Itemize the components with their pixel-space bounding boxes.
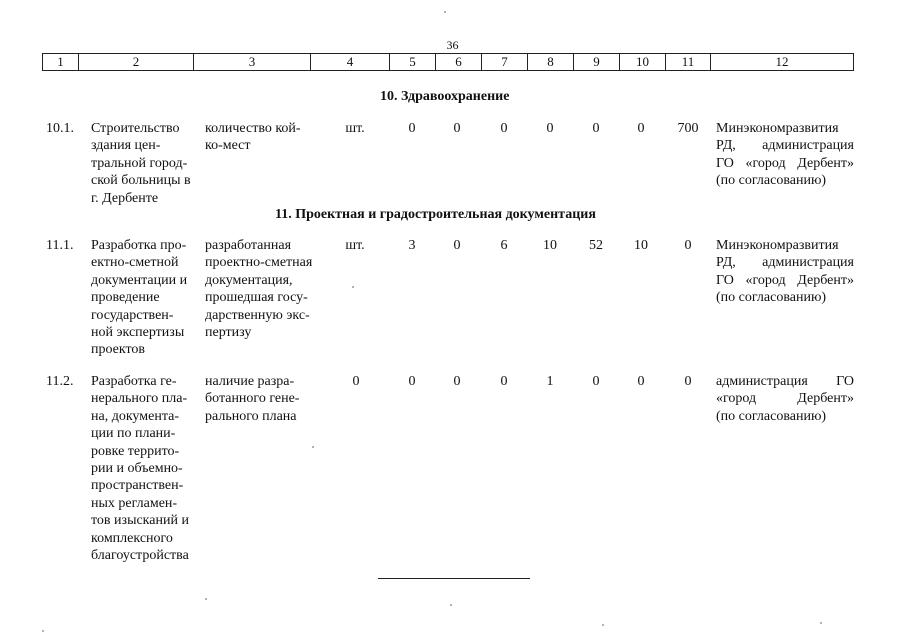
cell-line: комплексного [91, 530, 173, 546]
scan-speck [352, 286, 354, 288]
column-header: 12 [711, 54, 854, 71]
cell-line: Минэкономразвития [716, 121, 839, 136]
row-indicator [205, 373, 323, 425]
scan-speck [444, 11, 446, 13]
column-header: 5 [390, 54, 436, 71]
row-value: 0 [592, 121, 600, 136]
column-header: 7 [482, 54, 528, 71]
column-header: 2 [79, 54, 194, 71]
column-header: 11 [666, 54, 711, 71]
cell-line: ной экспертизы [91, 325, 185, 341]
row-number: 11.2. [46, 374, 74, 389]
column-header: 8 [528, 54, 574, 71]
end-rule [378, 578, 530, 579]
row-value: 0 [637, 374, 645, 389]
row-organization [716, 120, 854, 190]
row-value: 0 [453, 121, 461, 136]
cell-line: тов изысканий и [91, 513, 189, 529]
row-value: 0 [453, 238, 461, 253]
cell-line: администрация ГО [716, 374, 854, 389]
column-header: 3 [194, 54, 311, 71]
row-value: 0 [500, 121, 508, 136]
cell-line: (по согласованию) [716, 173, 827, 189]
cell-line: государствен- [91, 307, 174, 323]
row-value: 0 [408, 121, 416, 136]
row-organization [716, 373, 854, 425]
column-header: 1 [43, 54, 79, 71]
cell-line: рального плана [205, 408, 297, 424]
row-value: 0 [408, 374, 416, 389]
cell-line: «город Дербент» [716, 391, 854, 407]
cell-line: нерального пла- [91, 391, 188, 407]
cell-line: (по согласованию) [716, 290, 827, 306]
scan-speck [820, 622, 822, 624]
row-value: 52 [589, 238, 603, 253]
scan-speck [42, 630, 44, 632]
cell-line: ектно-сметной [91, 255, 179, 271]
row-value: 6 [500, 238, 508, 253]
cell-line: наличие разра- [205, 374, 295, 389]
row-value: 0 [684, 374, 692, 389]
column-header: 9 [574, 54, 620, 71]
cell-line: тральной город- [91, 155, 188, 171]
row-unit: 0 [352, 374, 360, 389]
row-name [91, 237, 203, 359]
row-number: 10.1. [46, 121, 74, 136]
row-indicator [205, 120, 323, 155]
cell-line: благоустройства [91, 548, 189, 564]
cell-line: ГО «город Дербент» [716, 272, 854, 288]
cell-line: Строительство [91, 121, 180, 136]
row-name [91, 120, 203, 207]
row-value: 0 [546, 121, 554, 136]
cell-line: документация, [205, 272, 293, 288]
row-value: 0 [453, 374, 461, 389]
cell-line: ровке террито- [91, 443, 180, 459]
cell-line: на, документа- [91, 408, 179, 424]
row-indicator [205, 237, 325, 341]
cell-line: прошедшая госу- [205, 290, 308, 306]
column-header-row [42, 53, 854, 71]
row-value: 10 [543, 238, 557, 253]
cell-line: Минэкономразвития [716, 238, 839, 253]
row-value: 700 [677, 121, 699, 136]
cell-line: проектов [91, 342, 146, 358]
cell-line: рии и объемно- [91, 461, 183, 477]
cell-line: ции по плани- [91, 426, 176, 442]
row-value: 0 [500, 374, 508, 389]
row-name [91, 373, 203, 564]
cell-line: разработанная [205, 238, 292, 253]
scan-speck [312, 446, 314, 448]
page-number: 36 [446, 38, 459, 52]
cell-line: пространствен- [91, 478, 184, 494]
cell-line: РД, администрация [716, 138, 854, 154]
row-organization [716, 237, 854, 307]
cell-line: ской больницы в [91, 173, 191, 189]
cell-line: количество кой- [205, 121, 301, 136]
cell-line: Разработка про- [91, 238, 187, 253]
section-title: 11. Проектная и градостроительная документация [275, 207, 596, 222]
cell-line: проектно-сметная [205, 255, 313, 271]
scan-speck [205, 598, 207, 600]
cell-line: дарственную экс- [205, 307, 310, 323]
cell-line: ко-мест [205, 138, 251, 154]
cell-line: ГО «город Дербент» [716, 155, 854, 171]
row-unit: шт. [345, 238, 365, 253]
row-value: 0 [684, 238, 692, 253]
cell-line: проведение [91, 290, 160, 306]
cell-line: здания цен- [91, 138, 161, 154]
cell-line: документации и [91, 272, 188, 288]
column-header: 4 [311, 54, 390, 71]
section-title: 10. Здравоохранение [380, 89, 510, 104]
row-unit: шт. [345, 121, 365, 136]
scan-speck [450, 604, 452, 606]
column-header: 10 [620, 54, 666, 71]
cell-line: ботанного гене- [205, 391, 300, 407]
scan-speck [602, 624, 604, 626]
row-value: 1 [546, 374, 554, 389]
cell-line: РД, администрация [716, 255, 854, 271]
row-value: 0 [637, 121, 645, 136]
row-number: 11.1. [46, 238, 74, 253]
row-value: 0 [592, 374, 600, 389]
cell-line: пертизу [205, 325, 252, 341]
row-value: 10 [634, 238, 648, 253]
row-value: 3 [408, 238, 416, 253]
column-header: 6 [436, 54, 482, 71]
cell-line: (по согласованию) [716, 408, 827, 424]
cell-line: ных регламен- [91, 495, 178, 511]
cell-line: Разработка ге- [91, 374, 177, 389]
cell-line: г. Дербенте [91, 190, 159, 206]
